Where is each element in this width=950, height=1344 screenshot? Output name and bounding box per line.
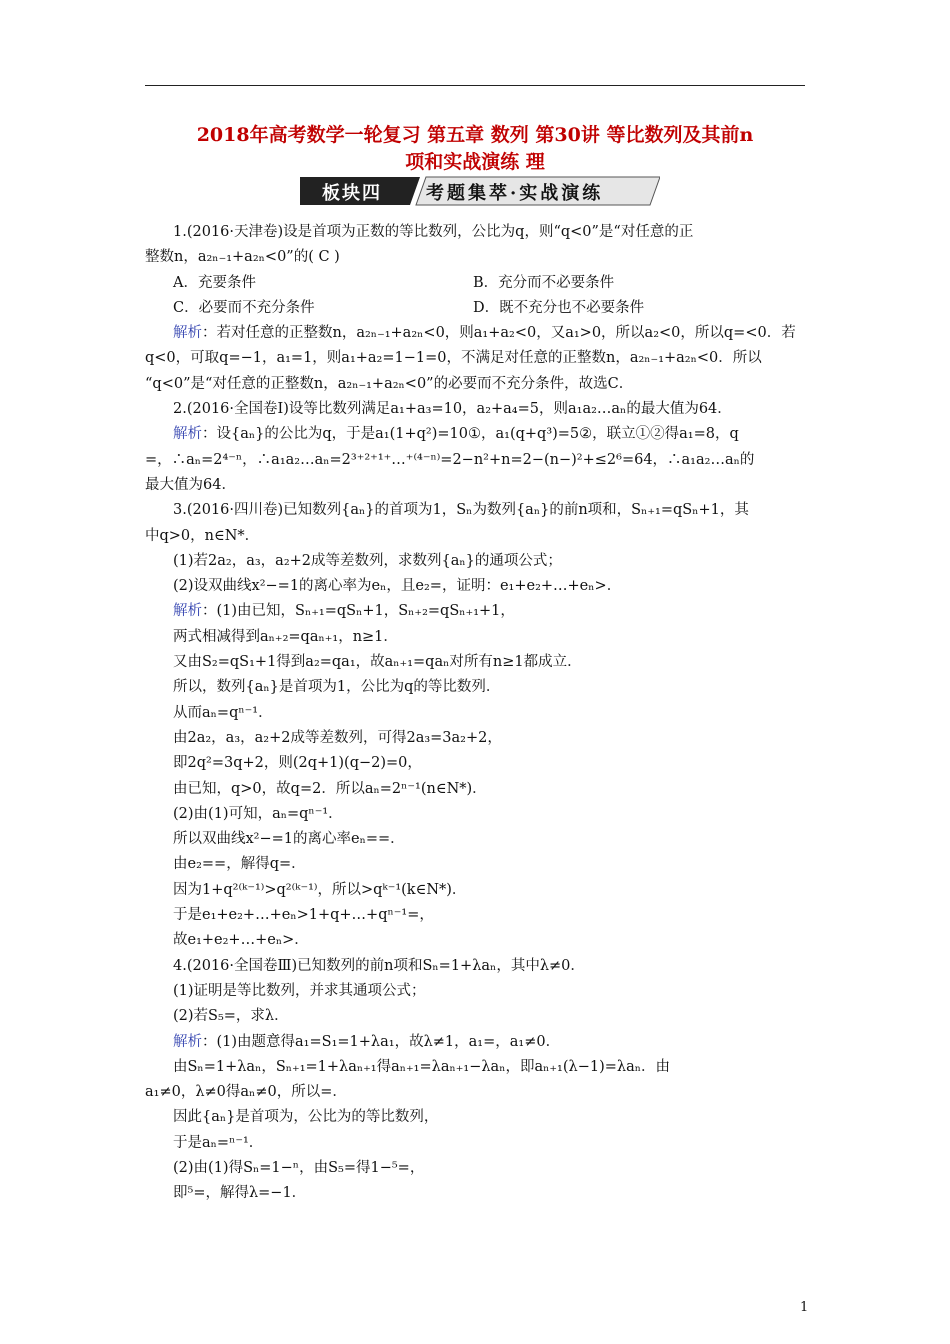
title-line-1: 2018年高考数学一轮复习 第五章 数列 第30讲 等比数列及其前n <box>196 124 754 146</box>
text-content: 因此{aₙ}是首项为，公比为的等比数列， <box>173 1109 439 1126</box>
text-content: 即⁵=，解得λ=−1． <box>173 1185 307 1202</box>
header-rule <box>145 85 805 86</box>
text-line <box>145 220 810 245</box>
text-line <box>145 852 810 877</box>
text-content: 最大值为64． <box>145 476 236 493</box>
text-content: 所以双曲线x²−=1的离心率eₙ==． <box>173 831 405 848</box>
text-content: q<0，可取q=−1，a₁=1，则a₁+a₂=1−1=0，不满足对任意的正整数n，a₂ₙ₋₁+a₂ₙ<0．所以 <box>145 350 762 367</box>
text-line <box>145 802 810 827</box>
text-content: 整数n，a₂ₙ₋₁+a₂ₙ<0”的( C ) <box>145 249 340 266</box>
text-line <box>145 1156 810 1181</box>
text-line <box>145 751 810 776</box>
text-line <box>145 650 810 675</box>
text-content: (2)设双曲线x²−=1的离心率为eₙ，且e₂=，证明：e₁+e₂+…+eₙ>． <box>173 578 622 595</box>
choice-row <box>145 296 810 321</box>
choice-option: B．充分而不必要条件 <box>473 274 615 291</box>
text-line <box>145 574 810 599</box>
text-content: 又由S₂=qS₁+1得到a₂=qa₁，故aₙ₊₁=qaₙ对所有n≥1都成立． <box>173 654 582 671</box>
text-content: 于是e₁+e₂+…+eₙ>1+q+…+qⁿ⁻¹=， <box>173 907 434 924</box>
text-line <box>145 726 810 751</box>
text-content: ：若对任意的正整数n，a₂ₙ₋₁+a₂ₙ<0，则a₁+a₂<0，又a₁>0，所以a₂<0，所以q=<0．若 <box>202 325 796 342</box>
text-line <box>145 397 810 422</box>
document-body <box>145 220 810 1207</box>
section-banner <box>300 175 660 207</box>
text-content: 4.(2016·全国卷Ⅲ)已知数列的前n项和Sₙ=1+λaₙ，其中λ≠0． <box>173 957 585 974</box>
text-line <box>145 1030 810 1055</box>
text-content: ：(1)由已知，Sₙ₊₁=qSₙ+1，Sₙ₊₂=qSₙ₊₁+1， <box>202 603 515 620</box>
text-line <box>145 524 810 549</box>
choice-option: C．必要而不充分条件 <box>173 299 315 316</box>
choice-row <box>145 271 810 296</box>
text-content: 故e₁+e₂+…+eₙ>． <box>173 932 309 949</box>
text-line <box>145 422 810 447</box>
text-line <box>145 321 810 346</box>
text-line <box>145 448 810 473</box>
text-line <box>145 928 810 953</box>
text-content: (1)证明是等比数列，并求其通项公式； <box>173 982 426 999</box>
text-content: (2)由(1)可知，aₙ=qⁿ⁻¹． <box>173 805 343 822</box>
text-line <box>145 1131 810 1156</box>
text-content: a₁≠0，λ≠0得aₙ≠0，所以=． <box>145 1084 347 1101</box>
page-number: 1 <box>800 1300 809 1315</box>
text-content: 2.(2016·全国卷Ⅰ)设等比数列满足a₁+a₃=10，a₂+a₄=5，则a₁a₂…aₙ的最大值为64． <box>173 401 732 418</box>
text-content: 即2q²=3q+2，则(2q+1)(q−2)=0， <box>173 755 422 772</box>
text-line <box>145 827 810 852</box>
text-content: (1)若2a₂，a₃，a₂+2成等差数列，求数列{aₙ}的通项公式； <box>173 552 562 569</box>
analysis-label: 解析 <box>173 325 202 342</box>
text-content: 由2a₂，a₃，a₂+2成等差数列，可得2a₃=3a₂+2， <box>173 729 502 746</box>
text-line <box>145 1004 810 1029</box>
analysis-label: 解析 <box>173 426 202 443</box>
analysis-label: 解析 <box>173 1033 202 1050</box>
analysis-label: 解析 <box>173 603 202 620</box>
text-line <box>145 701 810 726</box>
text-line <box>145 1181 810 1206</box>
text-content: 由e₂==，解得q=． <box>173 856 306 873</box>
text-content: 因为1+q²⁽ᵏ⁻¹⁾>q²⁽ᵏ⁻¹⁾，所以>qᵏ⁻¹(k∈N*)． <box>173 881 467 898</box>
text-line <box>145 625 810 650</box>
text-line <box>145 473 810 498</box>
text-line <box>145 979 810 1004</box>
text-content: (2)若S₅=，求λ． <box>173 1008 289 1025</box>
text-content: (2)由(1)得Sₙ=1−ⁿ，由S₅=得1−⁵=， <box>173 1159 425 1176</box>
text-content: 由Sₙ=1+λaₙ，Sₙ₊₁=1+λaₙ₊₁得aₙ₊₁=λaₙ₊₁−λaₙ，即aₙ₊₁(λ−1)=λaₙ．由 <box>173 1058 670 1075</box>
text-line <box>145 777 810 802</box>
text-line <box>145 878 810 903</box>
text-content: 于是aₙ=ⁿ⁻¹． <box>173 1134 264 1151</box>
text-content: 所以，数列{aₙ}是首项为1，公比为q的等比数列． <box>173 679 501 696</box>
text-line <box>145 1080 810 1105</box>
choice-option: A．充要条件 <box>173 274 256 291</box>
text-content: 3.(2016·四川卷)已知数列{aₙ}的首项为1，Sₙ为数列{aₙ}的前n项和，Sₙ₊₁=qSₙ+1，其 <box>173 502 749 519</box>
text-content: 1.(2016·天津卷)设是首项为正数的等比数列，公比为q，则“q<0”是“对任意的正 <box>173 224 694 240</box>
text-content: 由已知，q>0，故q=2．所以aₙ=2ⁿ⁻¹(n∈N*)． <box>173 780 487 797</box>
text-line <box>145 498 810 523</box>
text-line <box>145 599 810 624</box>
choice-option: D．既不充分也不必要条件 <box>473 299 645 316</box>
text-content: ：设{aₙ}的公比为q，于是a₁(1+q²)=10①，a₁(q+q³)=5②，联立①②得a₁=8，q <box>202 426 739 443</box>
text-content: “q<0”是“对任意的正整数n，a₂ₙ₋₁+a₂ₙ<0”的必要而不充分条件，故选C． <box>145 375 634 392</box>
text-content: 中q>0，n∈N*． <box>145 527 260 544</box>
text-line <box>145 903 810 928</box>
document-title <box>130 122 820 176</box>
text-line <box>145 675 810 700</box>
text-line <box>145 954 810 979</box>
text-line <box>145 1105 810 1130</box>
text-line <box>145 1055 810 1080</box>
text-content: ：(1)由题意得a₁=S₁=1+λa₁，故λ≠1，a₁=，a₁≠0． <box>202 1033 561 1050</box>
text-content: 两式相减得到aₙ₊₂=qaₙ₊₁，n≥1． <box>173 628 398 645</box>
banner-left-label: 板块四 <box>322 183 382 204</box>
title-line-2: 项和实战演练 理 <box>405 151 545 173</box>
banner-right-label: 考题集萃·实战演练 <box>426 183 604 204</box>
text-line <box>145 372 810 397</box>
text-line <box>145 245 810 270</box>
text-line <box>145 346 810 371</box>
text-line <box>145 549 810 574</box>
text-content: =，∴aₙ=2⁴⁻ⁿ，∴a₁a₂…aₙ=2³⁺²⁺¹⁺…⁺⁽⁴⁻ⁿ⁾=2−n²+n=2−(n−)²+≤2⁶=64，∴a₁a₂…aₙ的 <box>145 451 755 468</box>
text-content: 从而aₙ=qⁿ⁻¹． <box>173 704 273 721</box>
